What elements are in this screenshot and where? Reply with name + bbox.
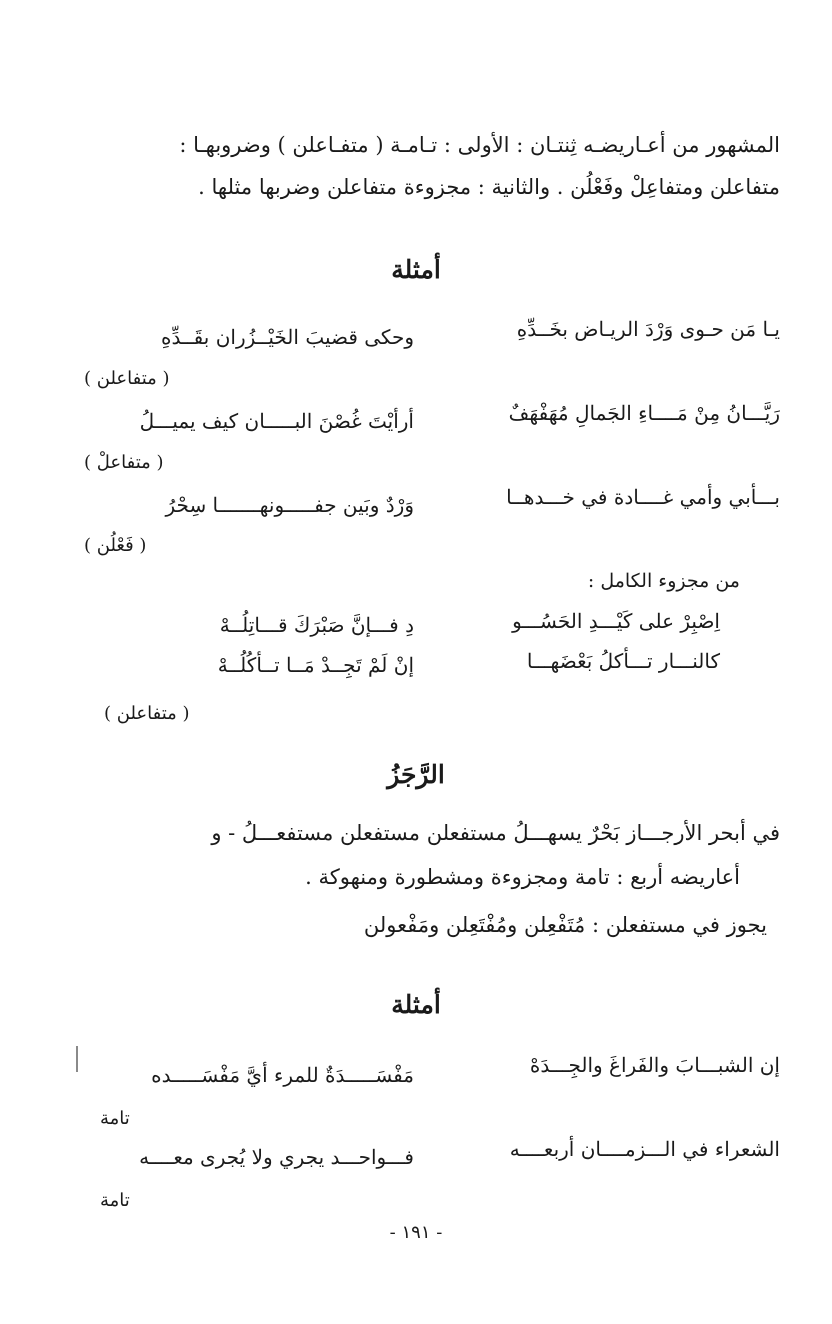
verse-3-first-hemistich: بـــأبي وأمي غــــادة في خـــدهــا	[506, 485, 780, 509]
rajaz-verse-2-type-note: تامة	[100, 1190, 130, 1211]
rajaz-line-2: أعاريضه أربع : تامة ومجزوءة ومشطورة ومنهوكة .	[305, 865, 740, 889]
page-number: - ١٩١ -	[389, 1222, 443, 1243]
rajaz-verse-2-second-hemistich: فـــواحـــد يجري ولا يُجرى معــــه	[139, 1145, 414, 1169]
intro-line-2: متفاعلن ومتفاعِلْ وفَعْلُن . والثانية : مجزوءة متفاعلن وضربها مثلها .	[198, 175, 780, 199]
margin-mark	[76, 1046, 78, 1072]
section-heading-rajaz: الرَّجَزُ	[387, 760, 445, 789]
rajaz-verse-1-type-note: تامة	[100, 1108, 130, 1129]
majzu-meter-note: ( متفاعلن )	[104, 703, 190, 724]
intro-line-1: المشهور من أعـاريضـه ثِنتـان : الأولى : تـامـة ( متفـاعلن ) وضروبهـا :	[179, 133, 780, 157]
majzu-verse-1-second-hemistich: دِ فـــإنَّ صَبْرَكَ قـــاتِلُــهْ	[219, 613, 414, 637]
verse-2-first-hemistich: رَيَّـــانُ مِنْ مَــــاءِ الجَمالِ مُهَفْهَفٌ	[508, 401, 780, 425]
rajaz-line-1: في أبحر الأرجـــاز بَحْرٌ يسهـــلُ مستفعلن مستفعلن مستفعـــلُ - و	[211, 821, 780, 845]
majzu-verse-1-first-hemistich: اِصْبِرْ على كَيْـــدِ الحَسُـــو	[512, 609, 720, 633]
verse-1-second-hemistich: وحكى قضيبَ الخَيْــزُران بقَــدِّهِ	[160, 325, 414, 349]
majzu-verse-2-first-hemistich: كالنـــار تـــأكلُ بَعْضَهـــا	[526, 649, 720, 673]
rajaz-verse-2-first-hemistich: الشعراء في الـــزمــــان أربعــــه	[509, 1137, 780, 1161]
section-heading-examples-2: أمثلة	[391, 990, 441, 1019]
majzu-kamil-label: من مجزوء الكامل :	[587, 570, 740, 592]
verse-1-meter-note: ( متفاعلن )	[84, 368, 170, 389]
section-heading-examples-1: أمثلة	[391, 255, 441, 284]
verse-2-second-hemistich: أرأيْتَ غُصْنَ البـــــان كيف يميـــلُ	[139, 409, 414, 433]
rajaz-verse-1-first-hemistich: إن الشبـــابَ والفَراغَ والجِـــدَهْ	[529, 1053, 780, 1077]
verse-3-second-hemistich: وَرْدٌ وبَين جفـــــونهـــــــا سِحْرُ	[165, 493, 414, 517]
verse-1-first-hemistich: يـا مَن حـوى وَرْدَ الريـاض بخَــدِّهِ	[516, 317, 780, 341]
verse-3-meter-note: ( فَعْلُن )	[84, 535, 147, 556]
majzu-verse-2-second-hemistich: إنْ لَمْ تَجِــدْ مَــا تــأكُلُــهْ	[217, 653, 414, 677]
verse-2-meter-note: ( متفاعلْ )	[84, 452, 164, 473]
rajaz-line-3: يجوز في مستفعلن : مُتَفْعِلن ومُفْتَعِلن ومَفْعولن	[363, 913, 767, 937]
rajaz-verse-1-second-hemistich: مَفْسَـــــدَةٌ للمرء أيَّ مَفْسَـــــده	[151, 1063, 414, 1087]
